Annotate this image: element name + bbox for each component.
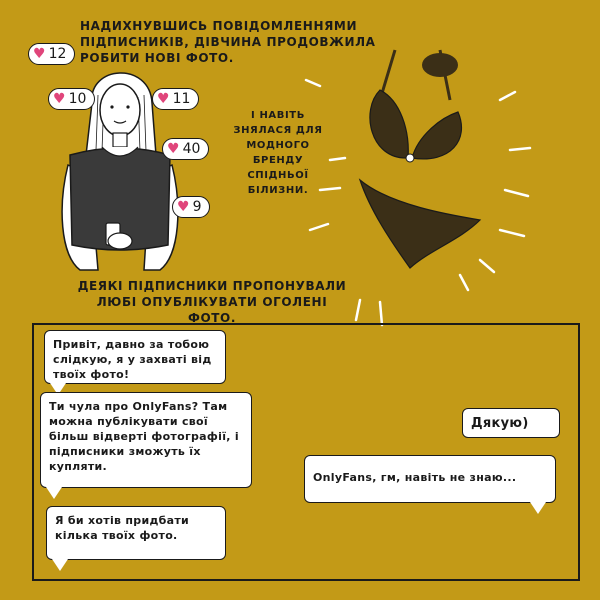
bubble-tail [530, 502, 546, 514]
like-badge [152, 88, 199, 110]
heart-icon: ♥ [33, 46, 46, 62]
like-badge [162, 138, 209, 160]
caption-middle: І НАВІТЬ ЗНЯЛАСЯ ДЛЯ МОДНОГО БРЕНДУ СПІДНЬОЇ БІЛИЗНИ. [233, 110, 323, 196]
like-badge [28, 43, 75, 65]
caption-top: НАДИХНУВШИСЬ ПОВІДОМЛЕННЯМИ ПІДПИСНИКІВ, ДІВЧИНА ПРОДОВЖИЛА РОБИТИ НОВІ ФОТО. [80, 19, 376, 65]
message-bubble: Я би хотів придбати кілька твоїх фото. [46, 506, 226, 560]
like-badge [48, 88, 95, 110]
message-bubble: Привіт, давно за тобою слідкую, я у захваті від твоїх фото! [44, 330, 226, 384]
heart-icon: ♥ [53, 91, 66, 107]
bubble-tail [46, 487, 62, 499]
like-count: 11 [172, 91, 191, 107]
like-count: 12 [48, 46, 67, 62]
like-badge [172, 196, 210, 218]
like-count: 40 [182, 141, 201, 157]
heart-icon: ♥ [177, 199, 190, 215]
like-count: 10 [68, 91, 87, 107]
reply-bubble: Дякую) [462, 408, 560, 438]
message-bubble: Ти чула про OnlyFans? Там можна публікувати свої більш відверті фотографії, і підписники зможуть їх купляти. [40, 392, 252, 488]
caption-bottom: ДЕЯКІ ПІДПИСНИКИ ПРОПОНУВАЛИ ЛЮБІ ОПУБЛІКУВАТИ ОГОЛЕНІ ФОТО. [77, 279, 347, 325]
reply-bubble: OnlyFans, гм, навіть не знаю... [304, 455, 556, 503]
heart-icon: ♥ [157, 91, 170, 107]
like-count: 9 [192, 199, 202, 215]
lingerie-illustration [300, 40, 540, 330]
bubble-tail [52, 559, 68, 571]
heart-icon: ♥ [167, 141, 180, 157]
